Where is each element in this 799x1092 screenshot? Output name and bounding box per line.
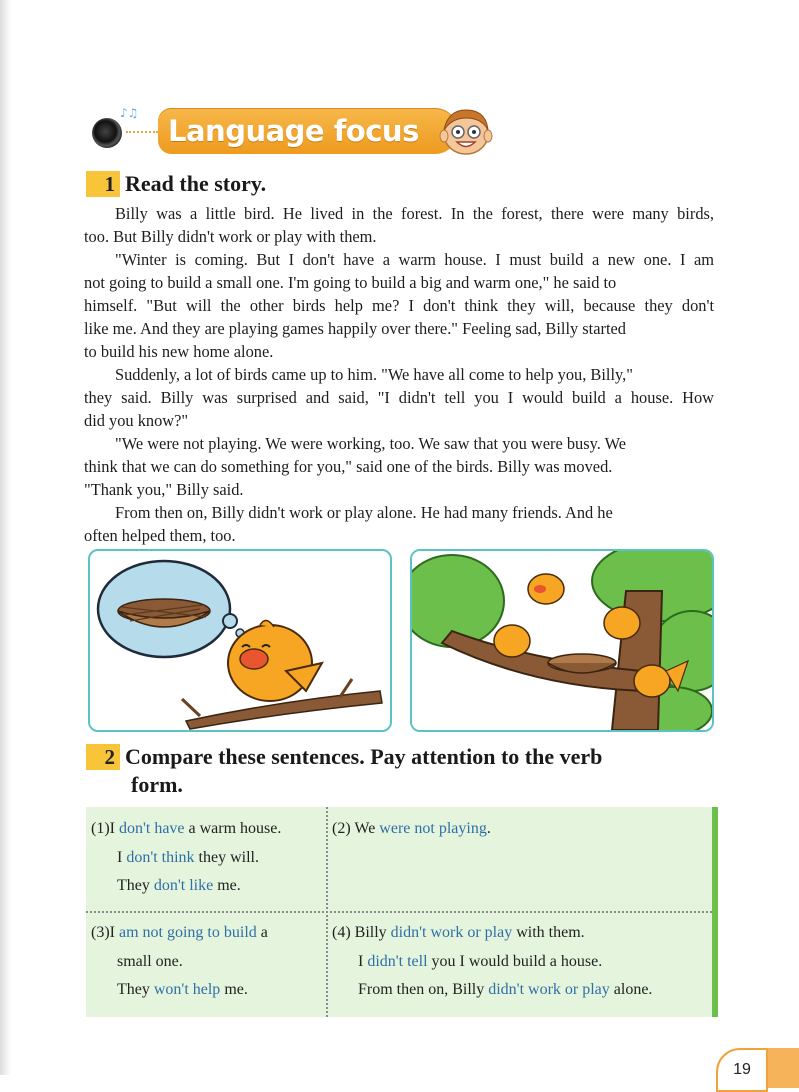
story-line: "Thank you," Billy said. bbox=[84, 480, 244, 499]
section-2-title-continued: form. bbox=[131, 772, 183, 797]
section-2-number: 2 bbox=[86, 744, 120, 770]
picture-birds-helping bbox=[410, 549, 714, 732]
section-1-number: 1 bbox=[86, 171, 120, 197]
page-edge-shadow bbox=[0, 0, 12, 1075]
story-line: Suddenly, a lot of birds came up to him. "We have all come to help you, Billy," bbox=[115, 365, 633, 384]
story-line: to build his new home alone. bbox=[84, 342, 274, 361]
story-line: they said. Billy was surprised and said, "I didn't tell you I would build a house. How bbox=[84, 388, 714, 407]
story-text bbox=[84, 202, 714, 547]
section-2-title: Compare these sentences. Pay attention to the verb bbox=[125, 744, 603, 769]
table-cell-4: (4) Billy didn't work or play with them. I didn't tell you I would build a house. From then on, Billy didn't work or play alone. bbox=[332, 924, 653, 998]
bird-thinking-illustration bbox=[90, 551, 390, 730]
table-cell-3: (3)I am not going to build a small one. They won't help me. bbox=[91, 924, 268, 998]
section-1-heading bbox=[86, 171, 266, 197]
section-1-title: Read the story. bbox=[125, 171, 267, 196]
dotted-connector bbox=[126, 131, 158, 133]
story-line: often helped them, too. bbox=[84, 526, 236, 545]
story-line: From then on, Billy didn't work or play alone. He had many friends. And he bbox=[115, 503, 613, 522]
story-line: like me. And they are playing games happily over there." Feeling sad, Billy started bbox=[84, 319, 626, 338]
story-line: himself. "But will the other birds help me? I don't think they will, because they don't bbox=[84, 296, 714, 315]
table-cell-1: (1)I don't have a warm house. I don't think they will. They don't like me. bbox=[91, 820, 282, 894]
banner-title: Language focus bbox=[168, 114, 419, 148]
story-line: Billy was a little bird. He lived in the forest. In the forest, there were many birds, bbox=[115, 204, 714, 223]
story-line: "We were not playing. We were working, too. We saw that you were busy. We bbox=[115, 434, 627, 453]
story-line: think that we can do something for you," said one of the birds. Billy was moved. bbox=[84, 457, 613, 476]
compare-table bbox=[86, 807, 718, 1017]
story-line: did you know?" bbox=[84, 411, 189, 430]
story-line: "Winter is coming. But I don't have a warm house. I must build a new one. I am bbox=[115, 250, 714, 269]
table-divider-horizontal bbox=[86, 911, 712, 913]
music-note-icon: ♪♫ bbox=[120, 106, 139, 120]
page-number: 19 bbox=[716, 1048, 768, 1092]
story-line: not going to build a small one. I'm going to build a big and warm one," he said to bbox=[84, 273, 617, 292]
section-banner bbox=[86, 104, 506, 160]
speaker-icon[interactable] bbox=[92, 118, 122, 148]
boy-face-icon bbox=[436, 104, 496, 160]
story-line: too. But Billy didn't work or play with them. bbox=[84, 227, 377, 246]
table-cell-2: (2) We were not playing. bbox=[332, 820, 491, 837]
section-2-heading bbox=[86, 744, 602, 770]
picture-bird-thinking bbox=[88, 549, 392, 732]
birds-helping-illustration bbox=[412, 551, 712, 730]
